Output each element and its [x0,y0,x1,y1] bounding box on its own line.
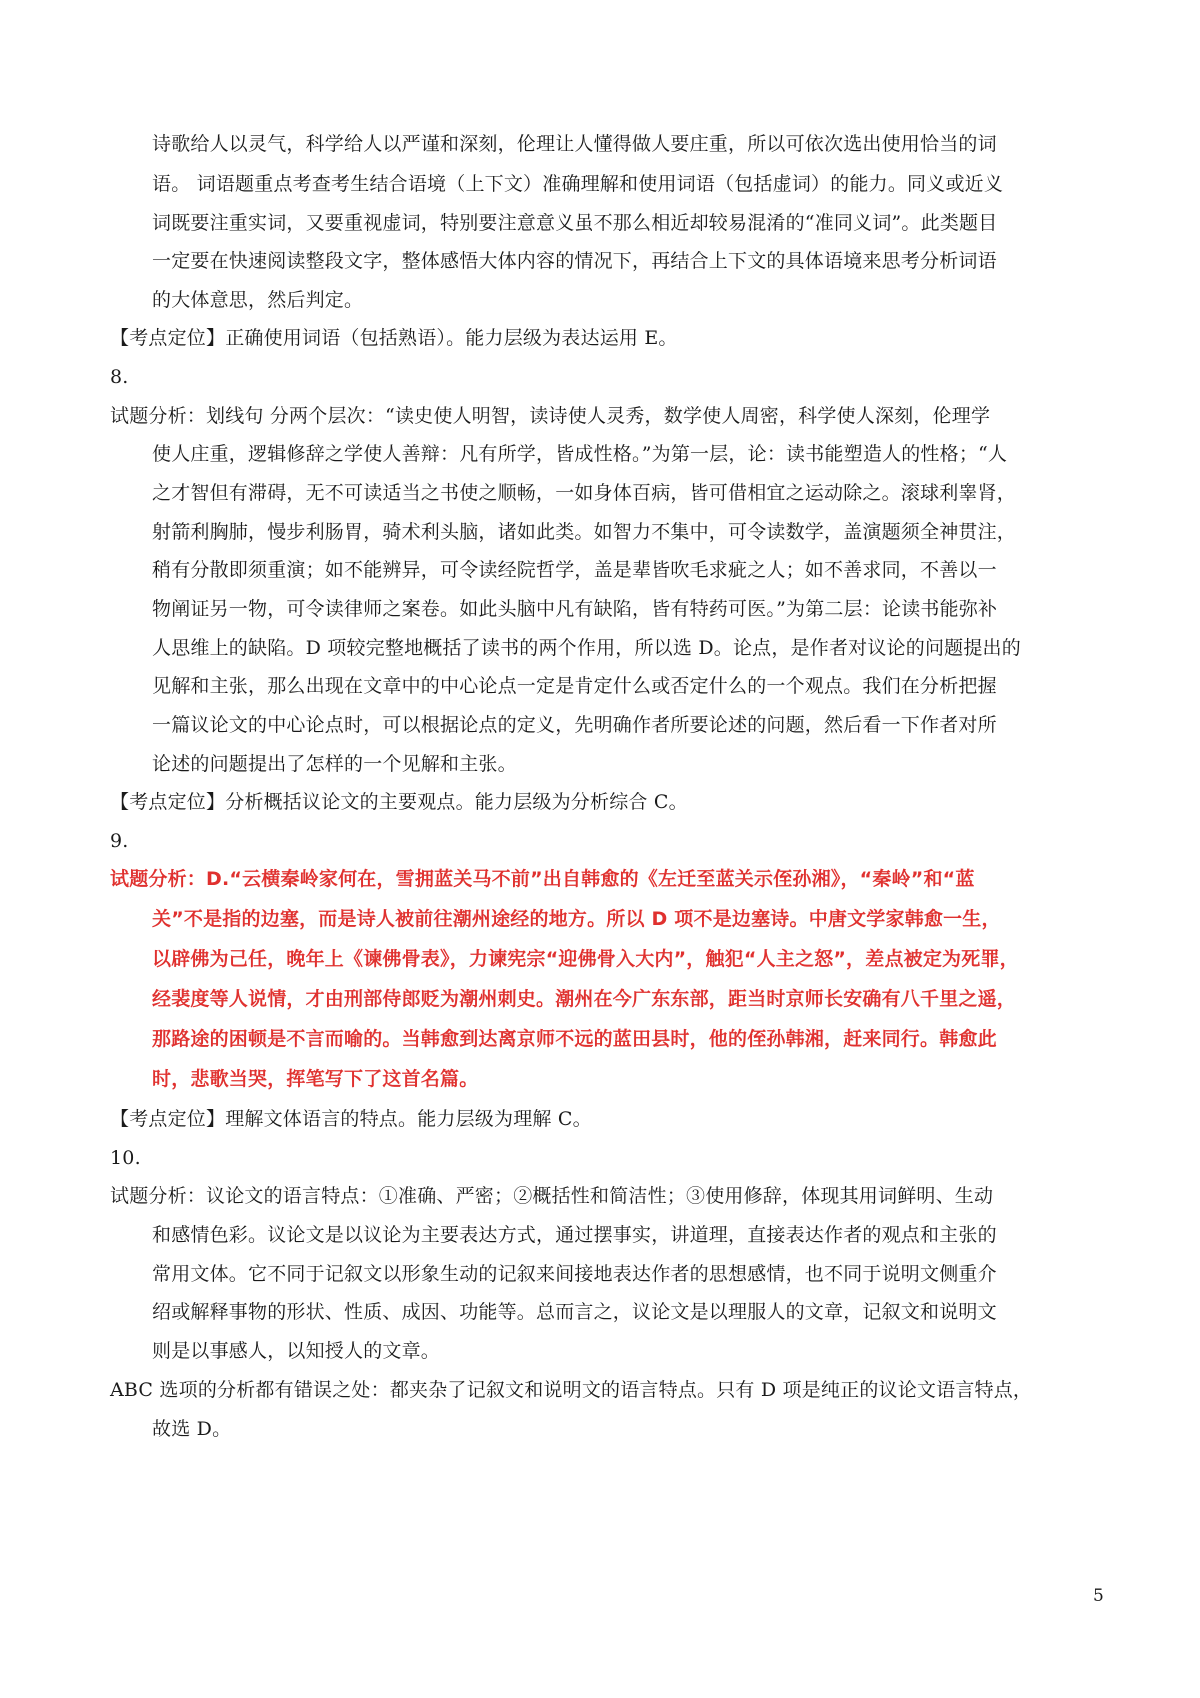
highlighted-analysis-line: 经裴度等人说情，才由刑部侍郎贬为潮州刺史。潮州在今广东东部，距当时京师长安确有八千里之遥， [152,988,1017,1010]
analysis-line: 常用文体。它不同于记叙文以形象生动的记叙来间接地表达作者的思想感情，也不同于说明文侧重介 [152,1263,997,1285]
text-line: 诗歌给人以灵气，科学给人以严谨和深刻，伦理让人懂得做人要庄重，所以可依次选出使用恰当的词 [152,133,997,155]
text-line: 词既要注重实词，又要重视虚词，特别要注意意义虽不那么相近却较易混淆的“准同义词”。此类题目 [152,212,998,234]
analysis-line: 射箭利胸肺，慢步利肠胃，骑术利头脑，诸如此类。如智力不集中，可令读数学，盖演题须全神贯注， [152,521,1017,543]
analysis-line: 人思维上的缺陷。D 项较完整地概括了读书的两个作用，所以选 D。论点，是作者对议论的问题提出的 [152,637,1021,659]
page-number: 5 [1093,1586,1104,1606]
highlighted-analysis-line: 关”不是指的边塞，而是诗人被前往潮州途经的地方。所以 D 项不是边塞诗。中唐文学家韩愈一生， [152,908,1001,930]
analysis-line: 和感情色彩。议论文是以议论为主要表达方式，通过摆事实，讲道理，直接表达作者的观点和主张的 [152,1224,997,1246]
analysis-line: 见解和主张，那么出现在文章中的中心论点一定是肯定什么或否定什么的一个观点。我们在分析把握 [152,675,997,697]
analysis-line: 则是以事感人，以知授人的文章。 [152,1340,441,1362]
analysis-line: 之才智但有滞碍，无不可读适当之书使之顺畅，一如身体百病，皆可借相宜之运动除之。滚球利睾肾， [152,482,1017,504]
analysis-line: 论述的问题提出了怎样的一个见解和主张。 [152,753,517,775]
exam-point-label: 【考点定位】正确使用词语（包括熟语）。能力层级为表达运用 E。 [110,327,678,349]
analysis-line: 使人庄重，逻辑修辞之学使人善辩：凡有所学，皆成性格。”为第一层，论：读书能塑造人的性格；“人 [152,443,1008,465]
analysis-line: 试题分析：议论文的语言特点：①准确、严密；②概括性和简洁性；③使用修辞，体现其用词鲜明、生动 [110,1185,994,1207]
analysis-line: 故选 D。 [152,1418,232,1440]
analysis-line: 一篇议论文的中心论点时，可以根据论点的定义，先明确作者所要论述的问题，然后看一下作者对所 [152,714,997,736]
exam-point-label: 【考点定位】分析概括议论文的主要观点。能力层级为分析综合 C。 [110,791,688,813]
analysis-line: 稍有分散即须重演；如不能辨异，可令读经院哲学，盖是辈皆吹毛求疵之人；如不善求同，不善以一 [152,559,997,581]
exam-point-label: 【考点定位】理解文体语言的特点。能力层级为理解 C。 [110,1108,592,1130]
question-number: 8. [110,366,129,388]
analysis-line: ABC 选项的分析都有错误之处：都夹杂了记叙文和说明文的语言特点。只有 D 项是纯正的议论文语言特点， [110,1379,1033,1401]
analysis-line: 物阐证另一物，可令读律师之案卷。如此头脑中凡有缺陷，皆有特药可医。”为第二层：论读书能弥补 [152,598,998,620]
highlighted-analysis-line: 试题分析：D.“云横秦岭家何在，雪拥蓝关马不前”出自韩愈的《左迁至蓝关示侄孙湘》，“秦岭”和“蓝 [110,868,975,890]
text-line: 语。 词语题重点考查考生结合语境（上下文）准确理解和使用词语（包括虚词）的能力。同义或近义 [152,173,1004,195]
question-number: 9. [110,830,129,852]
analysis-line: 绍或解释事物的形状、性质、成因、功能等。总而言之，议论文是以理服人的文章，记叙文和说明文 [152,1301,997,1323]
question-number: 10. [110,1147,141,1169]
highlighted-analysis-line: 那路途的困顿是不言而喻的。当韩愈到达离京师不远的蓝田县时，他的侄孙韩湘，赶来同行。韩愈此 [152,1028,997,1050]
analysis-line: 试题分析：划线句 分两个层次：“读史使人明智，读诗使人灵秀，数学使人周密，科学使人深刻，伦理学 [110,405,991,427]
text-line: 一定要在快速阅读整段文字，整体感悟大体内容的情况下，再结合上下文的具体语境来思考分析词语 [152,250,997,272]
highlighted-analysis-line: 时，悲歌当哭，挥笔写下了这首名篇。 [152,1068,479,1090]
text-line: 的大体意思，然后判定。 [152,289,364,311]
highlighted-analysis-line: 以辟佛为己任，晚年上《谏佛骨表》，力谏宪宗“迎佛骨入大内”，触犯“人主之怒”，差点被定为死罪， [152,948,1019,970]
